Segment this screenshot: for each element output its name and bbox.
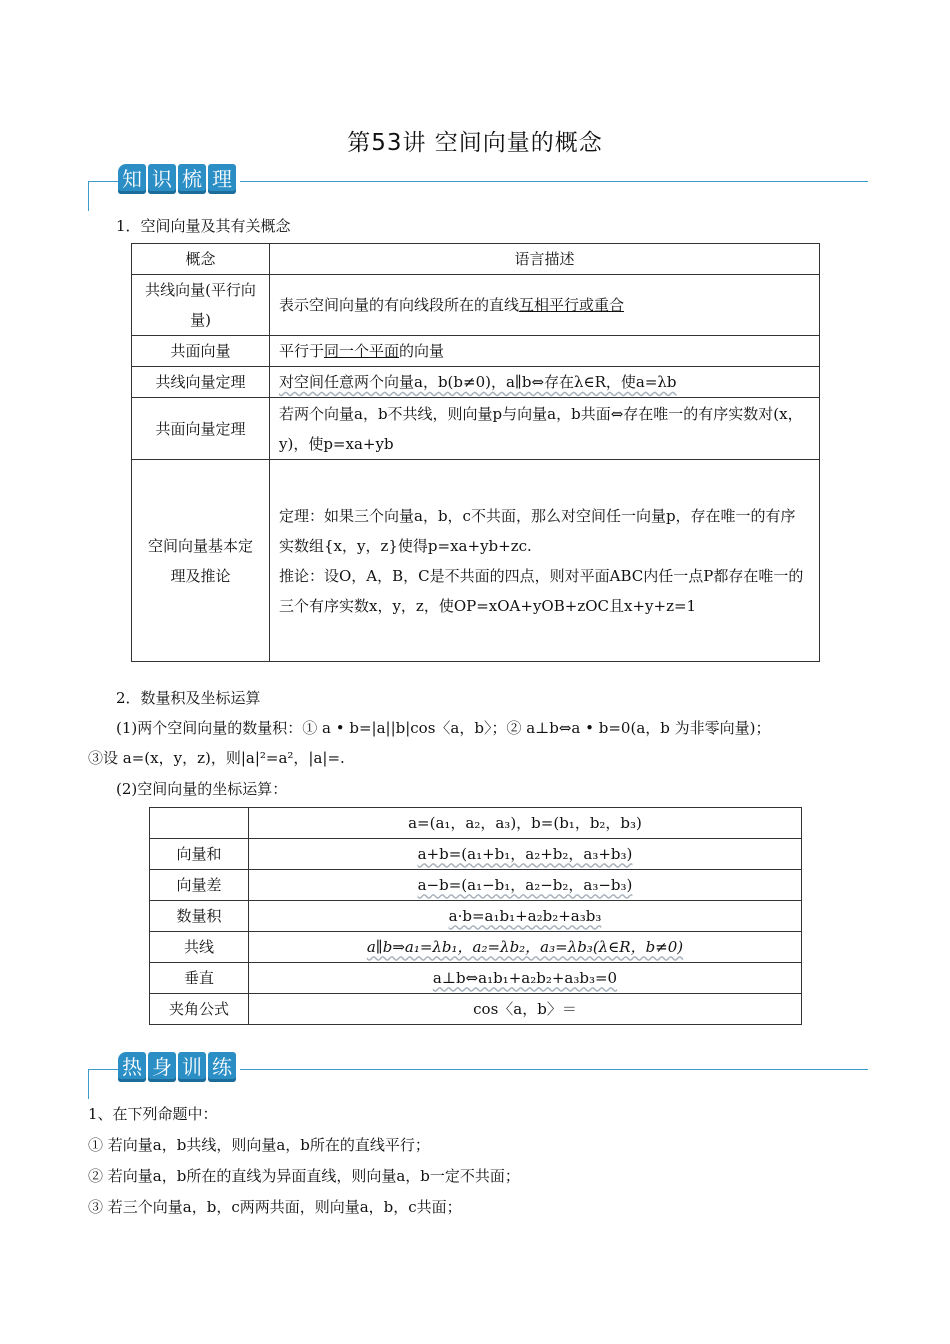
table-row	[132, 336, 820, 367]
problem-item: ③ 若三个向量a，b，c两两共面，则向量a，b，c共面；	[88, 1198, 462, 1216]
problem-item: ② 若向量a，b所在的直线为异面直线，则向量a，b一定不共面；	[88, 1167, 520, 1185]
banner-divider	[240, 1069, 868, 1070]
row-label: 数量积	[150, 901, 249, 932]
table-row	[132, 275, 820, 336]
table-row	[150, 994, 802, 1025]
banner-tick	[88, 181, 89, 211]
concept-label: 共面向量	[132, 336, 270, 367]
row-formula: a+b=(a₁+b₁，a₂+b₂，a₃+b₃)	[249, 839, 802, 870]
section2-heading: 2．数量积及坐标运算	[116, 689, 261, 707]
section-banner-knowledge	[88, 162, 868, 202]
header-formula: a=(a₁，a₂，a₃)，b=(b₁，b₂，b₃)	[249, 808, 802, 839]
banner-tile: 练	[208, 1052, 236, 1082]
table-row	[150, 932, 802, 963]
problem-stem: 1、在下列命题中：	[88, 1105, 218, 1123]
row-formula: a−b=(a₁−b₁，a₂−b₂，a₃−b₃)	[249, 870, 802, 901]
page-title: 第53讲 空间向量的概念	[347, 130, 603, 156]
desc-key-phrase: 同一个平面	[324, 342, 400, 360]
banner-tile: 梳	[178, 164, 206, 194]
row-formula: a·b=a₁b₁+a₂b₂+a₃b₃	[249, 901, 802, 932]
desc-text: 平行于	[279, 342, 325, 360]
header-cell: 语言描述	[270, 244, 820, 275]
row-label: 向量和	[150, 839, 249, 870]
concept-table	[131, 243, 820, 662]
banner-tile: 热	[118, 1052, 146, 1082]
concept-label: 共面向量定理	[132, 398, 270, 460]
desc-cell	[270, 460, 820, 662]
table-row	[132, 398, 820, 460]
banner-tile: 理	[208, 164, 236, 194]
desc-text: 的向量	[399, 342, 445, 360]
coordinate-table	[149, 807, 802, 1025]
desc-text: 若两个向量a，b不共线，则向量p与向量a，b共面⇔存在唯一的有序实数对(x，y)，使p=xa+yb	[270, 398, 820, 460]
banner-hook	[88, 181, 118, 182]
problem-item: ① 若向量a，b共线，则向量a，b所在的直线平行；	[88, 1136, 430, 1154]
banner-tile: 身	[148, 1052, 176, 1082]
banner-tile: 训	[178, 1052, 206, 1082]
table-row	[150, 901, 802, 932]
concept-label: 共线向量(平行向量)	[145, 281, 256, 329]
header-cell: 概念	[132, 244, 270, 275]
table-row	[150, 963, 802, 994]
banner-divider	[240, 181, 868, 182]
theorem-text: 定理：如果三个向量a，b，c不共面，那么对空间任一向量p，存在唯一的有序实数组{x，y，z}使得p=xa+yb+zc.	[279, 506, 796, 555]
banner-hook	[88, 1069, 118, 1070]
row-formula: a∥b⇒a₁=λb₁，a₂=λb₂，a₃=λb₃(λ∈R，b≠0)	[249, 932, 802, 963]
dot-product-line: ③设 a=(x，y，z)，则|a|²=a²，|a|=.	[88, 749, 345, 767]
concept-label: 空间向量基本定理及推论	[132, 460, 270, 662]
concept-label: 共线向量定理	[132, 367, 270, 398]
section-banner-warmup	[88, 1050, 868, 1090]
corollary-text: 推论：设O，A，B，C是不共面的四点，则对平面ABC内任一点P都存在唯一的三个有序实数x，y，z，使OP=xOA+yOB+zOC且x+y+z=1	[279, 566, 804, 615]
row-label: 夹角公式	[150, 994, 249, 1025]
concept-cell	[132, 275, 270, 336]
table-row	[132, 460, 820, 662]
coord-heading: (2)空间向量的坐标运算：	[116, 780, 288, 798]
desc-cell	[270, 336, 820, 367]
desc-text: 表示空间向量的有向线段所在的直线	[279, 296, 520, 314]
desc-text: 对空间任意两个向量a，b(b≠0)，a∥b⇔存在λ∈R，使a=λb	[270, 367, 820, 398]
row-formula: cos〈a，b〉＝	[249, 994, 802, 1025]
row-formula: a⊥b⇔a₁b₁+a₂b₂+a₃b₃=0	[249, 963, 802, 994]
table-row	[150, 870, 802, 901]
banner-tick	[88, 1069, 89, 1099]
row-label: 向量差	[150, 870, 249, 901]
banner-tile: 识	[148, 164, 176, 194]
row-label: 共线	[150, 932, 249, 963]
table-header-row	[150, 808, 802, 839]
desc-key-phrase: 互相平行或重合	[519, 296, 625, 314]
dot-product-line: (1)两个空间向量的数量积：① a • b=|a||b|cos〈a，b〉；② a⊥b⇔a • b=0(a，b 为非零向量)；	[116, 719, 771, 737]
row-label: 垂直	[150, 963, 249, 994]
banner-tile: 知	[118, 164, 146, 194]
desc-cell	[270, 275, 820, 336]
section1-heading: 1．空间向量及其有关概念	[116, 217, 291, 235]
empty-cell	[150, 808, 249, 839]
table-header-row	[132, 244, 820, 275]
table-row	[150, 839, 802, 870]
table-row	[132, 367, 820, 398]
